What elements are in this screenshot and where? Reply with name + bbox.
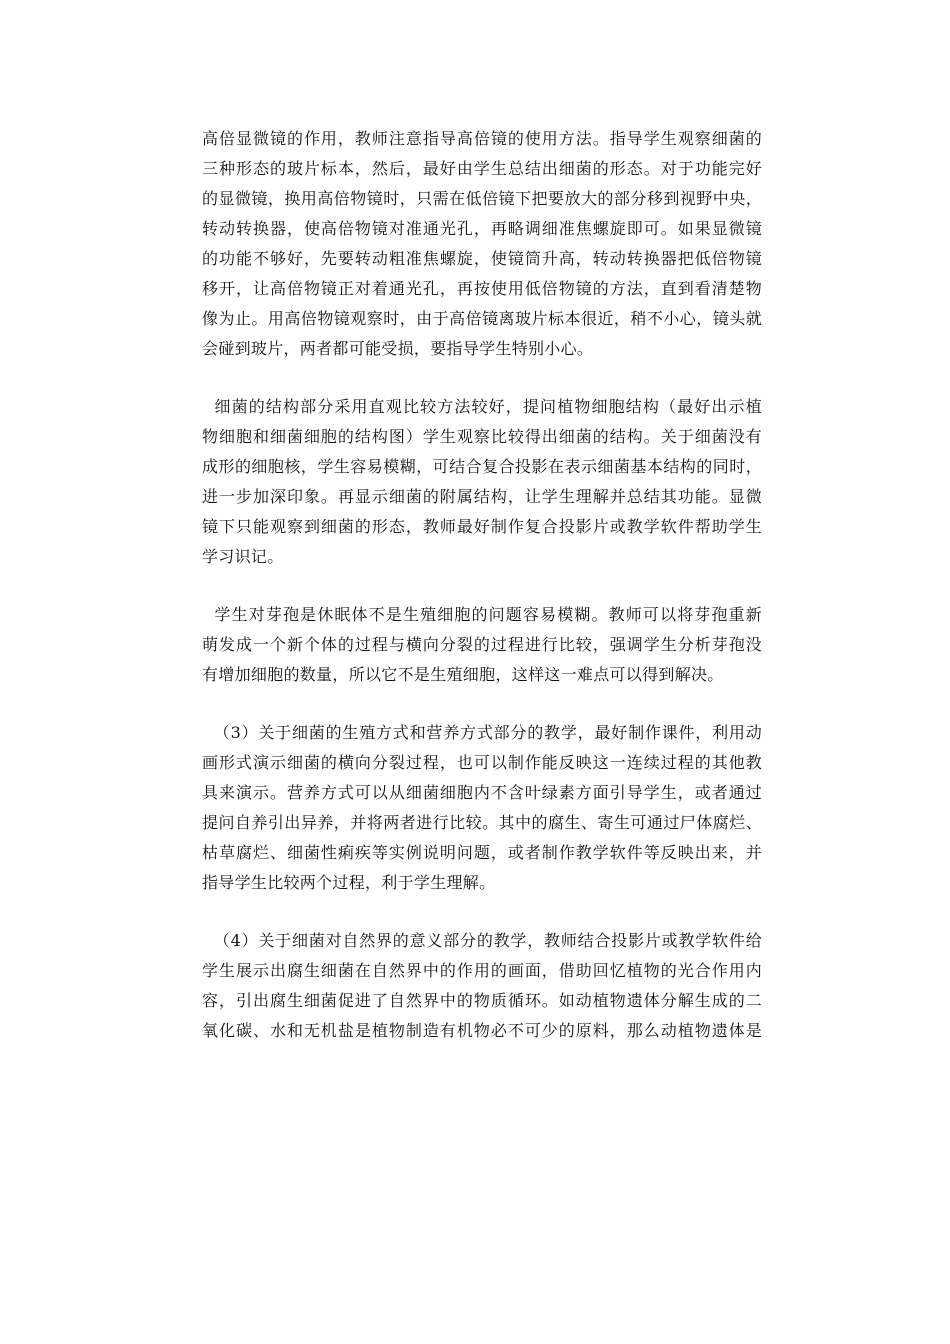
text-line: 的显微镜，换用高倍物镜时，只需在低倍镜下把要放大的部分移到视野中央， xyxy=(202,189,762,208)
text-line: 学生对芽孢是休眠体不是生殖细胞的问题容易模糊。教师可以将芽孢重新 xyxy=(202,605,762,624)
text-line: 移开，让高倍物镜正对着通光孔，再按使用低倍物镜的方法，直到看清楚物 xyxy=(202,279,762,298)
paragraph-nature-significance xyxy=(202,926,762,1046)
document-body xyxy=(202,124,762,1074)
text-line: 画形式演示细菌的横向分裂过程，也可以制作能反映这一连续过程的其他教 xyxy=(202,753,762,772)
text-line: （3）关于细菌的生殖方式和营养方式部分的教学，最好制作课件，利用动 xyxy=(202,723,762,742)
text-line: 物细胞和细菌细胞的结构图）学生观察比较得出细菌的结构。关于细菌没有 xyxy=(202,427,762,446)
text-line: 像为止。用高倍物镜观察时，由于高倍镜离玻片标本很近，稍不小心，镜头就 xyxy=(202,309,762,328)
text-line: 成形的细胞核，学生容易模糊，可结合复合投影在表示细菌基本结构的同时， xyxy=(202,457,762,476)
text-line: 提问自养引出异养，并将两者进行比较。其中的腐生、寄生可通过尸体腐烂、 xyxy=(202,813,762,832)
paragraph-microscope-usage xyxy=(202,124,762,364)
text-line: 有增加细胞的数量，所以它不是生殖细胞，这样这一难点可以得到解决。 xyxy=(202,665,724,684)
text-line: （4）关于细菌对自然界的意义部分的教学，教师结合投影片或教学软件给 xyxy=(202,931,762,950)
text-line: 枯草腐烂、细菌性痢疾等实例说明问题，或者制作教学软件等反映出来，并 xyxy=(202,843,762,862)
paragraph-bacteria-structure xyxy=(202,392,762,572)
text-line: 容，引出腐生细菌促进了自然界中的物质循环。如动植物遗体分解生成的二 xyxy=(202,991,762,1010)
text-line: 具来演示。营养方式可以从细菌细胞内不含叶绿素方面引导学生，或者通过 xyxy=(202,783,762,802)
text-line: 三种形态的玻片标本，然后，最好由学生总结出细菌的形态。对于功能完好 xyxy=(202,159,762,178)
text-line: 氧化碳、水和无机盐是植物制造有机物必不可少的原料，那么动植物遗体是 xyxy=(202,1021,762,1040)
text-line: 高倍显微镜的作用，教师注意指导高倍镜的使用方法。指导学生观察细菌的 xyxy=(202,129,762,148)
paragraph-spore xyxy=(202,600,762,690)
paragraph-reproduction-nutrition xyxy=(202,718,762,898)
text-line: 的功能不够好，先要转动粗准焦螺旋，使镜筒升高，转动转换器把低倍物镜 xyxy=(202,249,762,268)
text-line: 指导学生比较两个过程，利于学生理解。 xyxy=(202,873,496,892)
text-line: 镜下只能观察到细菌的形态，教师最好制作复合投影片或教学软件帮助学生 xyxy=(202,517,762,536)
text-line: 学习识记。 xyxy=(202,547,284,566)
text-line: 学生展示出腐生细菌在自然界中的作用的画面，借助回忆植物的光合作用内 xyxy=(202,961,762,980)
text-line: 进一步加深印象。再显示细菌的附属结构，让学生理解并总结其功能。显微 xyxy=(202,487,762,506)
text-line: 会碰到玻片，两者都可能受损，要指导学生特别小心。 xyxy=(202,339,594,358)
text-line: 细菌的结构部分采用直观比较方法较好，提问植物细胞结构（最好出示植 xyxy=(202,397,762,416)
text-line: 萌发成一个新个体的过程与横向分裂的过程进行比较，强调学生分析芽孢没 xyxy=(202,635,762,654)
text-line: 转动转换器，使高倍物镜对准通光孔，再略调细准焦螺旋即可。如果显微镜 xyxy=(202,219,762,238)
